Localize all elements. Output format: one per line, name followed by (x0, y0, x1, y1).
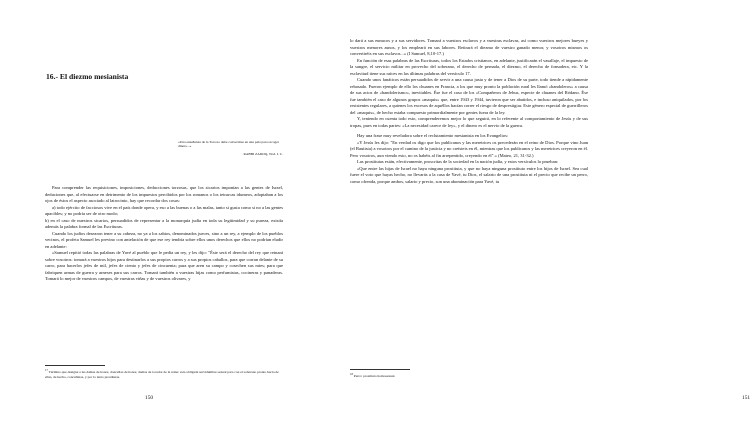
paragraph: Para comprender las requisiciones, imposiciones, deducciones torzosas, que los sicarios imponían a las gentes de Israel, deduciones que, al efectuarse en detrimento de los impuestos percibidos por los romanos o los tetrarcas idumeos, adoptaban a los ojos de éstos el aspecto asociado al latrocinio, hay que recordar dos cosas: (45, 185, 283, 203)
paragraph: Y, teniendo en cuenta todo esto, comprenderemos mejor lo que seguirá, en lo referente al comportamiento de Jesús y de sus tropas, pues en todas partes: «La necesidad carece de ley», y el dinero es el nervio de la guerra. (350, 116, 588, 128)
paragraph: Hay una frase muy reveladora sobre el reclutamiento mesianista en los Evangelios: (357, 133, 509, 138)
footnote-divider (350, 369, 410, 370)
paragraph: Cuando los judíos desearon tener a su cabeza, no ya a los sabios, denominados jueces, sino a un rey, a ejemplo de los pueblos vecinos, el profeta Samuel les previno con antelación de que ese rey tendría sobre ellos unos derechos que ellos no podrían eludir en adelante: (45, 230, 283, 249)
left-body-text (45, 185, 283, 283)
footnote (350, 372, 588, 379)
footnote (45, 368, 283, 379)
footnote-marker: 17 (45, 368, 48, 372)
chapter-title: 16.- El diezmo mesianista (46, 72, 129, 81)
paragraph: En función de esas palabras de las Escrituras, todos los Estados cristianos, en adelante, justificarán el vasallaje, el impuesto de la sangre, el servicio militar en provecho del soberano, el derecho de pernada, el diezmo, el derecho de fonsadera, etc. Y la esclavitud tiene sus raíces en las últimas palabras del versículo 17. (350, 57, 588, 76)
paragraph: lo dará a sus eunucos y a sus servidores. Tomará a vuestros esclavos y a vuestras esclavas, así como vuestros mejores bueyes y vuestros menores asnos, y los empleará en sus labores. Retirará el diezmo de vuestro ganado menor, y vosotros mismos os convertiréis en sus esclavos...» (I Samuel, 8,10-17.) (350, 38, 588, 56)
left-page (0, 0, 300, 426)
right-page (300, 0, 750, 426)
page-number: 151 (742, 395, 750, 401)
right-body-text (350, 38, 588, 185)
footnote-marker: 18 (350, 372, 353, 376)
footnote-text: Término que designa a las damas de honor, doncellas de honor, damas de tocador de la reina: esta obligada servidumbre sexual para con el soberano pronto hacía de ellas, de hecho, concubinas, y por lo tanto prostitutas. (45, 370, 279, 379)
paragraph: «Y Jesús les dijo: "En verdad os digo que los publicanos y las meretrices os precederán en el reino de Dios. Porque vino Juan (el Bautista) a vosotros por el camino de la justicia y no creísteis en él, mientras que los publicanos y las meretrices creyeron en él. Pero vosotros, aun viendo esto, no os habéis al fin arrepentido, creyendo en él".» (Mateo, 21, 31-32.) (350, 139, 588, 158)
paragraph: b) en el caso de nuestros sicarios, persuadidos de representar a la monarquía judía en toda su legitimidad y su pureza, existía además la palabra formal de las Escrituras. (45, 217, 283, 229)
epigraph-source: RABBI ZADOQ, Nod. I. C. (243, 151, 283, 156)
paragraph: «Que entre las hijas de Israel no haya ninguna prostituta, y que no haya ninguna prostituto entre los hijos de Israel. Sea cual fuere el voto que hayas hecho, no llevarás a la casa de Yavé, tu Dios, el salario de una prostituta ni el precio que recibe un perro, como ofrenda, porque ambos, salario y precio, son una abominación para Yavé, tu (350, 165, 588, 184)
epigraph (178, 140, 283, 156)
page-number: 150 (145, 395, 154, 401)
footnote-divider (45, 365, 105, 366)
paragraph: Cuando unos fanáticos están persuadidos de servir a una causa justa y de tener a Dios de su parte, todo tiende a rápidamente rebasado. Fueron ejemplo de ello los chuanes en Francia, a los que muy pronto la población rural les llamó «bandoleros» a causa de sus actos de «bandolerismo», inevitables. Ése fue el caso de los «Compañeros de Jehus, especie de chuanes del Ródano. Ése fue también el caso de algunos grupos «maquis» que, entre 1943 y 1944, tuvieron que ser abatidos, e incluso aniquilados, por los resistentes regulares, a quienes los excesos de aquéllos hacían correr el riesgo de desprestigiar. Este género especial de guerrilleros del «maquis», de hecho estaba compuesto primordialmente por gentes fuera de la ley. (350, 77, 588, 115)
paragraph: «Samuel repitió todas las palabras de Yavé al pueblo que le pedía un rey, y les dijo: "Éste será el derecho del rey que reinará sobre vosotros: tomará a vuestros hijos para destinarlos a sus propios carros y a sus propios caballos, para que corran delante de su carro, para hacerlos jefes de mil, jefes de ciento y jefes de cincuenta; para que aren su campo y cosechen sus mies; para que fabriquen armas de guerra y arneses para sus carros. Tomará también a vuestras hijas como perfumistas, cocineras y panaderas. Tomará lo mejor de vuestros campos, de vuestras viñas y de vuestros olivares, y (45, 250, 283, 281)
paragraph: Las prostitutas están, efectivamente, proscritas de la sociedad en la nación judía, y estos versículos lo prueban: (357, 159, 559, 164)
epigraph-quote: «Una enseñanza de la Tora no debe convertirse en una pala para recoger dinero...» (178, 140, 279, 149)
footnote-text: Perro: prostituto homosexual. (353, 374, 396, 379)
paragraph: a) todo ejército de facciosos vive en el país donde opera, y eso a las buenas o a las malas, tanto si gusta como si no a las gentes apacibles; y no podría ser de otro modo; (45, 204, 283, 216)
